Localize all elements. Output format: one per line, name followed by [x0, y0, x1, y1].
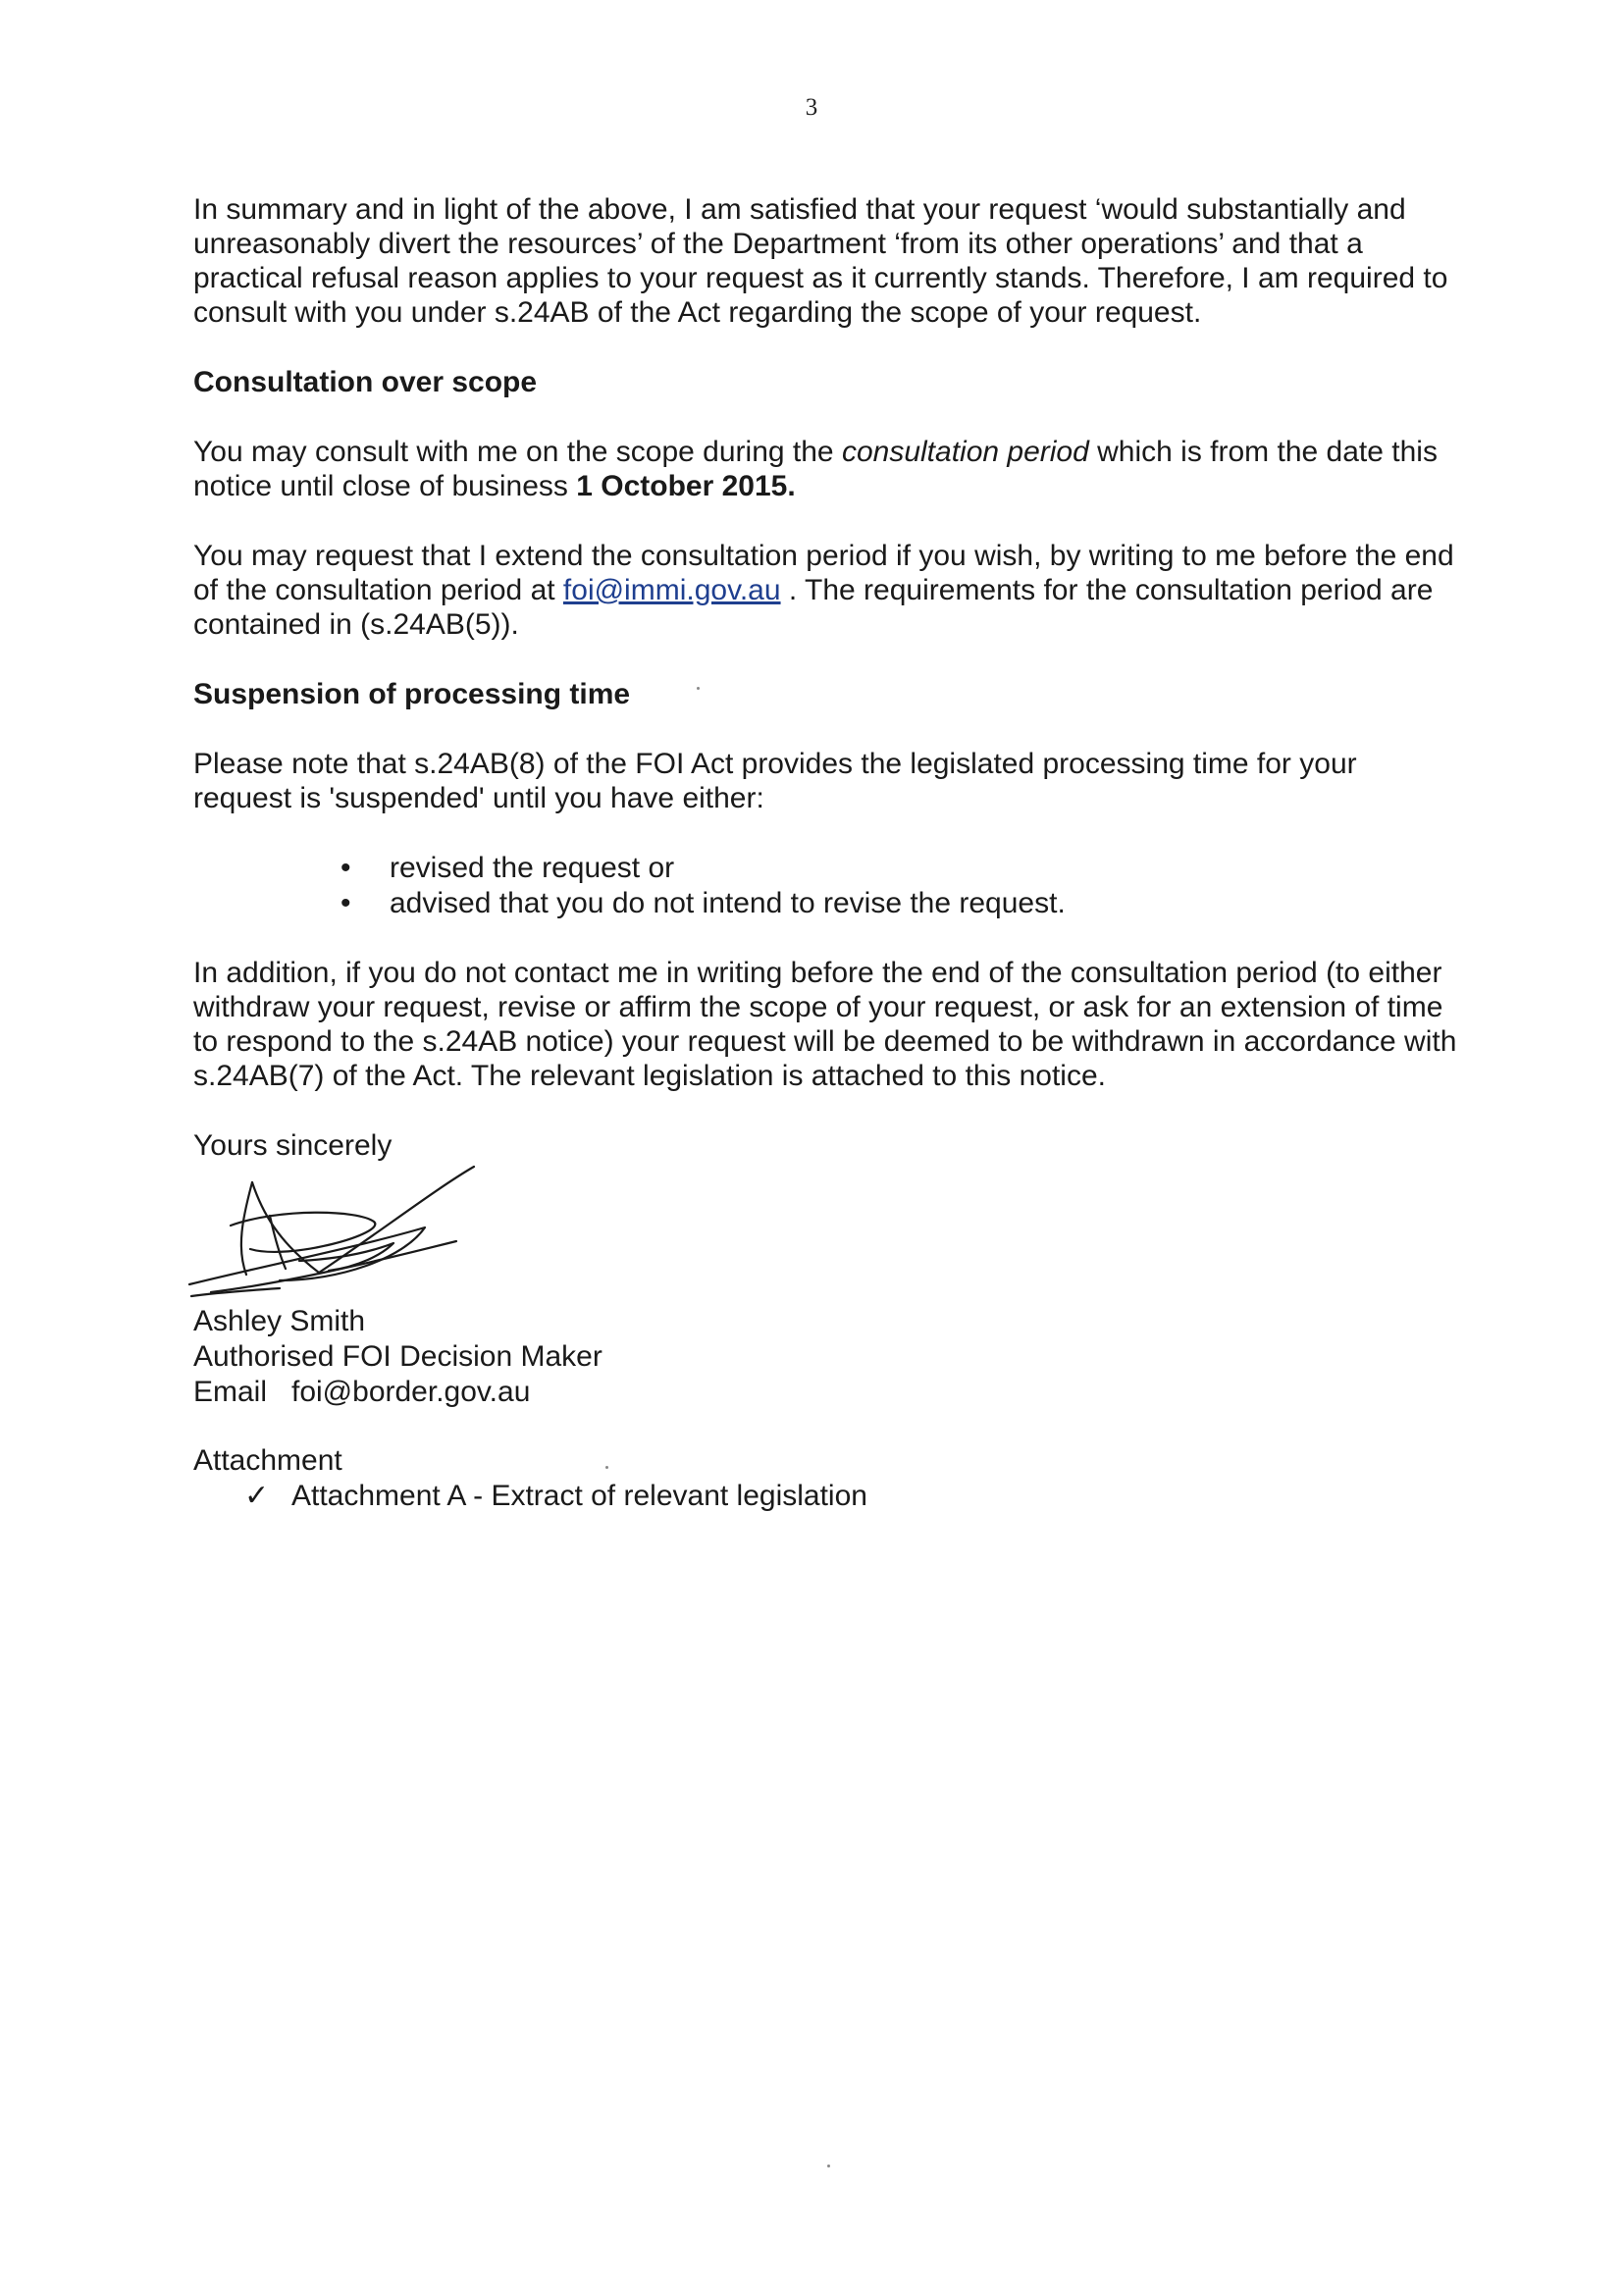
addition-paragraph: In addition, if you do not contact me in writing before the end of the consultation period (to either withdraw your request, revise or affirm the scope of your request, or ask for an extension of time to respond to the s.24AB notice) your request will be deemed to be withdrawn in accordance with s.24AB(7) of the Act. The relevant legislation is attached to this notice.	[193, 957, 1457, 1092]
suspension-heading: Suspension of processing time	[193, 678, 631, 710]
attachment-item	[193, 1479, 1459, 1514]
suspension-paragraph: Please note that s.24AB(8) of the FOI Act provides the legislated processing time for your request is 'suspended' until you have either:	[193, 748, 1357, 814]
signature-block	[193, 1304, 1459, 1410]
bullet-icon: •	[340, 852, 351, 884]
extend-text-1: You may request that I extend the consultation period if you wish, by writing to me before the end of the consultation period at	[193, 540, 1454, 606]
scan-speck	[605, 1466, 608, 1469]
consult-text-1: You may consult with me on the scope during the	[193, 436, 842, 468]
consultation-period-term: consultation period	[841, 436, 1089, 468]
list-item-text: revised the request or	[390, 852, 675, 884]
extend-text-2: . The requirements for the consultation period are contained in (s.24AB(5)).	[193, 574, 1434, 641]
consult-text-2: which is from the date this notice until close of business	[193, 436, 1438, 502]
list-item	[193, 886, 1459, 921]
options-list	[193, 851, 1459, 921]
deadline-date: 1 October 2015.	[576, 470, 796, 502]
signatory-email: foi@border.gov.au	[291, 1376, 531, 1408]
signatory-name: Ashley Smith	[193, 1305, 366, 1337]
extension-paragraph	[193, 539, 1459, 642]
attachment-heading: Attachment	[193, 1444, 342, 1477]
closing-salutation: Yours sincerely	[193, 1129, 393, 1162]
list-item	[193, 851, 1459, 886]
consultation-heading: Consultation over scope	[193, 366, 538, 398]
scan-speck	[697, 687, 700, 690]
list-item-text: advised that you do not intend to revise the request.	[390, 887, 1066, 919]
signature-image	[172, 1165, 505, 1304]
signatory-title: Authorised FOI Decision Maker	[193, 1340, 602, 1373]
consultation-paragraph	[193, 435, 1459, 503]
checkmark-icon: ✓	[244, 1480, 270, 1512]
email-label: Email	[193, 1376, 268, 1408]
attachment-item-text: Attachment A - Extract of relevant legislation	[291, 1480, 867, 1512]
letter-body	[193, 192, 1459, 1514]
foi-email-link[interactable]: foi@immi.gov.au	[562, 574, 781, 606]
page-number: 3	[805, 94, 818, 121]
scan-speck	[827, 2165, 830, 2167]
signatory-email-line	[193, 1375, 1459, 1410]
bullet-icon: •	[340, 887, 351, 919]
summary-paragraph: In summary and in light of the above, I am satisfied that your request ‘would substantially and unreasonably divert the resources’ of the Department ‘from its other operations’ and that a practical refusal reason applies to your request as it currently stands. Therefore, I am required to consult with you under s.24AB of the Act regarding the scope of your request.	[193, 193, 1448, 329]
